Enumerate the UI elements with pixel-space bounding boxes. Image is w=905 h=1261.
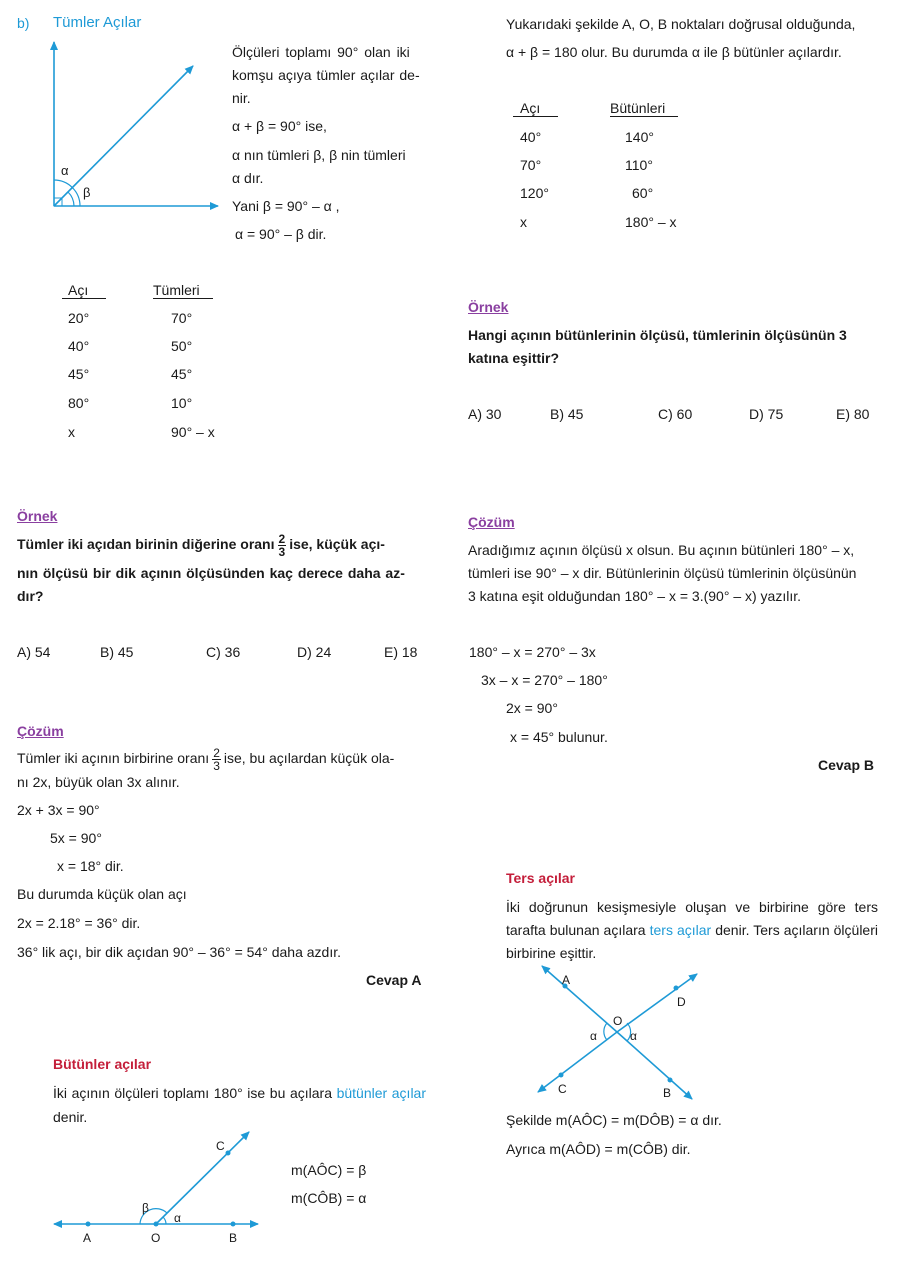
complementary-angle-figure — [40, 36, 230, 216]
example-question-line-1: Hangi açının bütünlerinin ölçüsü, tümlerinin ölçüsünün 3 — [468, 327, 847, 343]
option-a[interactable]: A) 30 — [468, 406, 502, 422]
tumler-desc-2: komşu açıya tümler açılar de- — [232, 67, 420, 83]
option-b[interactable]: B) 45 — [550, 406, 584, 422]
example-question-line-2: nın ölçüsü bir dik açının ölçüsünden kaç derece daha az- — [17, 565, 405, 581]
option-e[interactable]: E) 80 — [836, 406, 870, 422]
table-cell: x — [68, 424, 75, 440]
solution-line-5: x = 18° dir. — [57, 858, 124, 874]
beta-label: β — [83, 185, 91, 200]
table-head-aci: Açı — [62, 282, 106, 299]
fraction: $\frac{2}{3}$ — [213, 745, 220, 773]
solution-eq-3: 2x = 90° — [506, 700, 558, 716]
butunler-term: bütünler açılar — [336, 1085, 426, 1101]
ters-term: ters açılar — [649, 922, 712, 938]
option-c[interactable]: C) 60 — [658, 406, 693, 422]
option-e[interactable]: E) 18 — [384, 644, 418, 660]
table-cell: 60° — [632, 185, 654, 201]
table-cell: 110° — [625, 157, 653, 173]
butunler-eq-2: m(CÔB) = α — [291, 1190, 367, 1206]
example-heading: Örnek — [468, 299, 509, 315]
option-a[interactable]: A) 54 — [17, 644, 51, 660]
svg-text:O: O — [613, 1014, 623, 1028]
tumler-eq-5: α = 90° – β dir. — [235, 226, 327, 242]
solution-eq-2: 3x – x = 270° – 180° — [481, 672, 608, 688]
svg-text:α: α — [630, 1029, 637, 1043]
butunler-eq-1: m(AÔC) = β — [291, 1162, 367, 1178]
svg-text:B: B — [663, 1086, 672, 1100]
solution-line-1: Aradığımız açının ölçüsü x olsun. Bu açının bütünleri 180° – x, — [468, 542, 855, 558]
ters-eq-1: Şekilde m(AÔC) = m(DÔB) = α dır. — [506, 1112, 722, 1128]
tumler-eq-2: α nın tümleri β, β nin tümleri — [232, 147, 406, 163]
option-b[interactable]: B) 45 — [100, 644, 134, 660]
table-cell: 40° — [520, 129, 542, 145]
answer-label: Cevap B — [818, 757, 875, 773]
vertical-angles-figure — [530, 960, 705, 1105]
solution-line-2: tümleri ise 90° – x dir. Bütünlerinin ölçüsü tümlerinin ölçüsünün — [468, 565, 857, 581]
solution-line-1: Tümler iki açının birbirine oranı $\frac{2}{3}$ ise, bu açılardan küçük ola- — [17, 745, 395, 773]
svg-text:A: A — [83, 1231, 92, 1245]
solution-heading: Çözüm — [17, 723, 64, 739]
svg-text:β: β — [142, 1201, 149, 1215]
option-d[interactable]: D) 75 — [749, 406, 784, 422]
table-cell: 120° — [520, 185, 549, 201]
option-c[interactable]: C) 36 — [206, 644, 241, 660]
solution-heading: Çözüm — [468, 514, 515, 530]
table-cell: 180° – x — [625, 214, 677, 230]
answer-label: Cevap A — [366, 972, 422, 988]
table-cell: 40° — [68, 338, 90, 354]
svg-text:C: C — [558, 1082, 567, 1096]
ters-heading: Ters açılar — [506, 870, 576, 886]
table-cell: x — [520, 214, 527, 230]
solution-line-6: Bu durumda küçük olan açı — [17, 886, 187, 902]
butunler-heading: Bütünler açılar — [53, 1056, 152, 1072]
solution-eq-4: x = 45° bulunur. — [510, 729, 608, 745]
tumler-desc-1: Ölçüleri toplamı 90° olan iki — [232, 44, 410, 60]
table-cell: 45° — [171, 366, 193, 382]
solution-line-3: 2x + 3x = 90° — [17, 802, 100, 818]
alpha-label: α — [61, 163, 69, 178]
solution-line-3: 3 katına eşit olduğundan 180° – x = 3.(90° – x) yazılır. — [468, 588, 802, 604]
example-question-line-1: Tümler iki açıdan birinin diğerine oranı $\frac{2}{3}$ ise, küçük açı- — [17, 531, 385, 559]
svg-text:D: D — [677, 995, 686, 1009]
tumler-eq-1: α + β = 90° ise, — [232, 118, 327, 134]
ters-eq-2: Ayrıca m(AÔD) = m(CÔB) dir. — [506, 1141, 691, 1157]
table-cell: 80° — [68, 395, 90, 411]
table-cell: 140° — [625, 129, 654, 145]
table-cell: 70° — [520, 157, 542, 173]
ters-desc: İki doğrunun kesişmesiyle oluşan ve birbirine göre ters tarafta bulunan açılara ters açılar denir. Ters açıların ölçüleri birbirine eşittir. — [506, 899, 878, 961]
table-cell: 45° — [68, 366, 90, 382]
supplementary-angle-figure — [48, 1124, 270, 1250]
svg-text:C: C — [216, 1139, 225, 1153]
butunler-desc: İki açının ölçüleri toplamı 180° ise bu açılara bütünler açılar denir. — [53, 1085, 426, 1125]
tumler-eq-4: Yani β = 90° – α , — [232, 198, 340, 214]
solution-line-4: 5x = 90° — [50, 830, 102, 846]
table-head-tumleri: Tümleri — [153, 282, 213, 299]
table-head-aci: Açı — [513, 100, 558, 117]
tumler-desc-3: nir. — [232, 90, 251, 106]
svg-text:B: B — [229, 1231, 238, 1245]
table-cell: 90° – x — [171, 424, 215, 440]
table-cell: 50° — [171, 338, 193, 354]
solution-line-2: nı 2x, büyük olan 3x alınır. — [17, 774, 180, 790]
solution-eq-1: 180° – x = 270° – 3x — [469, 644, 596, 660]
option-d[interactable]: D) 24 — [297, 644, 332, 660]
svg-text:α: α — [174, 1211, 181, 1225]
right-intro-1: Yukarıdaki şekilde A, O, B noktaları doğrusal olduğunda, — [506, 16, 856, 32]
example-question-line-3: dır? — [17, 588, 44, 604]
solution-line-8: 36° lik açı, bir dik açıdan 90° – 36° = 54° daha azdır. — [17, 944, 341, 960]
table-head-butunleri: Bütünleri — [610, 100, 678, 117]
table-cell: 70° — [171, 310, 193, 326]
svg-text:A: A — [562, 973, 571, 987]
section-marker: b) — [17, 15, 30, 31]
example-heading: Örnek — [17, 508, 58, 524]
tumler-eq-3: α dır. — [232, 170, 264, 186]
fraction: $\frac{2}{3}$ — [278, 531, 286, 559]
example-question-line-2: katına eşittir? — [468, 350, 560, 366]
table-cell: 10° — [171, 395, 193, 411]
tumler-title: Tümler Açılar — [53, 14, 142, 31]
right-intro-2: α + β = 180 olur. Bu durumda α ile β bütünler açılardır. — [506, 44, 842, 60]
svg-text:α: α — [590, 1029, 597, 1043]
table-cell: 20° — [68, 310, 90, 326]
svg-text:O: O — [151, 1231, 161, 1245]
solution-line-7: 2x = 2.18° = 36° dir. — [17, 915, 141, 931]
